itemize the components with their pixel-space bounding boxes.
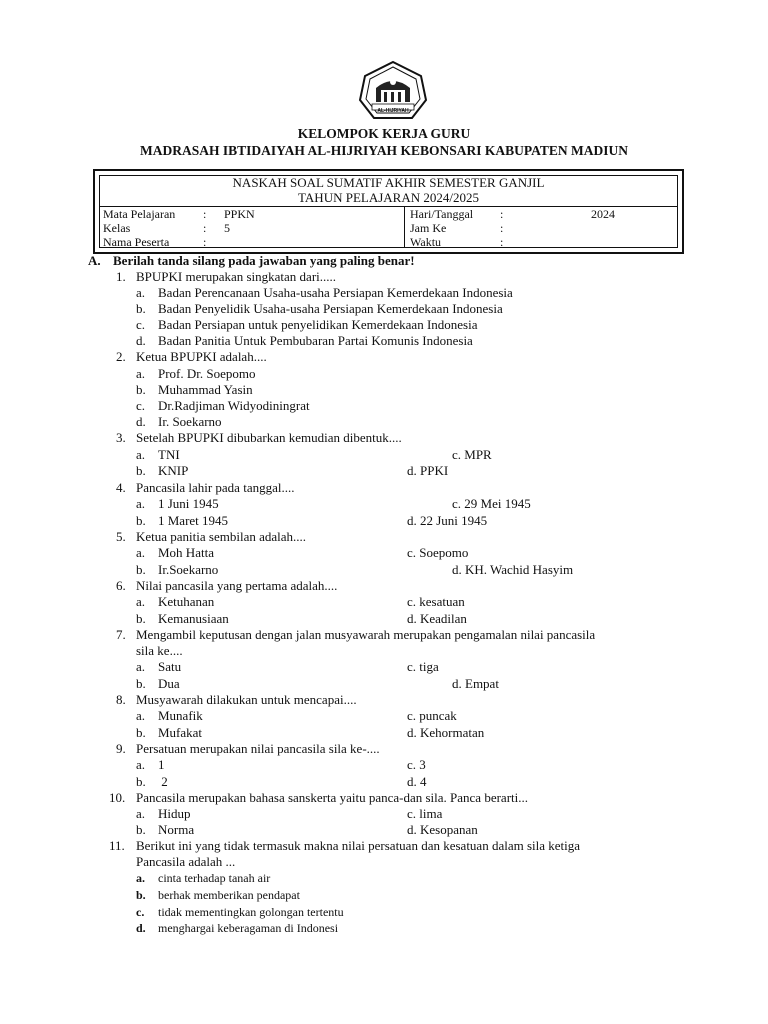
header-line-1: KELOMPOK KERJA GURU (297, 126, 471, 141)
q10-option-a-letter: a. (136, 806, 146, 821)
q11-option-d-letter: d. (136, 921, 146, 935)
exam-title: NASKAH SOAL SUMATIF AKHIR SEMESTER GANJIL (232, 175, 545, 190)
question-2-number: 2. (116, 349, 126, 364)
exam-info-inner (99, 175, 678, 248)
q11-option-d[interactable]: menghargai keberagaman di Indonesi (158, 921, 339, 935)
q1-option-b[interactable]: Badan Penyelidik Usaha-usaha Persiapan Kemerdekaan Indonesia (158, 301, 503, 316)
q8-option-a[interactable]: Munafik (158, 708, 203, 723)
q2-option-c[interactable]: Dr.Radjiman Widyodiningrat (158, 398, 310, 413)
q1-option-d-letter: d. (136, 333, 146, 348)
q3-option-a-letter: a. (136, 447, 146, 462)
info-sep-time: : (500, 235, 504, 249)
q2-option-d-letter: d. (136, 414, 146, 429)
q1-option-c[interactable]: Badan Persiapan untuk penyelidikan Kemerdekaan Indonesia (158, 317, 478, 332)
q3-option-a[interactable]: TNI (158, 447, 180, 462)
q5-option-c[interactable]: c. Soepomo (407, 545, 469, 560)
info-value-subject: PPKN (224, 207, 255, 221)
q7-option-b-letter: b. (136, 676, 146, 691)
q2-option-b-letter: b. (136, 382, 146, 397)
q10-option-b-letter: b. (136, 822, 146, 837)
q8-option-b-letter: b. (136, 725, 146, 740)
question-5-number: 5. (116, 529, 126, 544)
info-label-time: Waktu (410, 235, 442, 249)
info-value-class: 5 (224, 221, 230, 235)
q10-option-c[interactable]: c. lima (407, 806, 443, 821)
question-8-number: 8. (116, 692, 126, 707)
q8-option-c[interactable]: c. puncak (407, 708, 457, 723)
q3-option-b[interactable]: KNIP (158, 463, 189, 478)
question-1-text: BPUPKI merupakan singkatan dari..... (136, 269, 337, 284)
exam-info-heading (100, 176, 677, 207)
question-10-number: 10. (109, 790, 126, 805)
q6-option-d[interactable]: d. Keadilan (407, 611, 467, 626)
q3-option-c[interactable]: c. MPR (452, 447, 492, 462)
q7-option-a[interactable]: Satu (158, 659, 182, 674)
question-6-number: 6. (116, 578, 126, 593)
q5-option-a[interactable]: Moh Hatta (158, 545, 214, 560)
exam-info-box (93, 169, 684, 254)
q2-option-b[interactable]: Muhammad Yasin (158, 382, 253, 397)
q6-option-a-letter: a. (136, 594, 146, 609)
q4-option-a-letter: a. (136, 496, 146, 511)
q10-option-b[interactable]: Norma (158, 822, 195, 837)
logo-caption: AL-HIJRIYAH (377, 108, 409, 114)
q2-option-a-letter: a. (136, 366, 146, 381)
q3-option-d[interactable]: d. PPKI (407, 463, 449, 478)
question-9-text: Persatuan merupakan nilai pancasila sila ke-.... (136, 741, 380, 756)
exam-year: TAHUN PELAJARAN 2024/2025 (298, 189, 479, 205)
question-7-number: 7. (116, 627, 126, 642)
question-3-text: Setelah BPUPKI dibubarkan kemudian dibentuk.... (136, 430, 402, 445)
q11-option-b-letter: b. (136, 888, 146, 902)
q5-option-a-letter: a. (136, 545, 146, 560)
question-1-number: 1. (116, 269, 126, 284)
q6-option-b-letter: b. (136, 611, 146, 626)
question-11-number: 11. (109, 838, 125, 853)
section-title: Berilah tanda silang pada jawaban yang paling benar! (113, 253, 415, 268)
q1-option-a-letter: a. (136, 285, 146, 300)
info-sep-class: : (203, 221, 207, 235)
q9-option-a-letter: a. (136, 757, 146, 772)
q2-option-c-letter: c. (136, 398, 146, 413)
q1-option-b-letter: b. (136, 301, 146, 316)
q11-option-b[interactable]: berhak memberikan pendapat (158, 888, 300, 902)
q4-option-a[interactable]: 1 Juni 1945 (158, 496, 219, 511)
q1-option-c-letter: c. (136, 317, 146, 332)
question-5-text: Ketua panitia sembilan adalah.... (136, 529, 307, 544)
info-sep-subject: : (203, 207, 207, 221)
q9-option-d[interactable]: d. 4 (407, 774, 427, 789)
q7-option-c[interactable]: c. tiga (407, 659, 439, 674)
q10-option-a[interactable]: Hidup (158, 806, 191, 821)
question-7-text-cont: sila ke.... (136, 643, 183, 658)
q9-option-a[interactable]: 1 (158, 757, 165, 772)
q11-option-c-letter: c. (136, 905, 145, 919)
q4-option-b-letter: b. (136, 513, 146, 528)
info-label-date: Hari/Tanggal (410, 207, 474, 221)
q7-option-b[interactable]: Dua (158, 676, 180, 691)
question-4-text: Pancasila lahir pada tanggal.... (136, 480, 295, 495)
question-6-text: Nilai pancasila yang pertama adalah.... (136, 578, 338, 593)
question-4-number: 4. (116, 480, 126, 495)
header-line-2: MADRASAH IBTIDAIYAH AL-HIJRIYAH KEBONSARI KABUPATEN MADIUN (140, 143, 628, 158)
info-value-date: 2024 (591, 207, 615, 221)
q9-option-c[interactable]: c. 3 (407, 757, 426, 772)
question-10-text: Pancasila merupakan bahasa sanskerta yaitu panca-dan sila. Panca berarti... (136, 790, 528, 805)
q2-option-d[interactable]: Ir. Soekarno (158, 414, 222, 429)
q11-option-c[interactable]: tidak mementingkan golongan tertentu (158, 905, 344, 919)
info-label-subject: Mata Pelajaran (103, 207, 176, 221)
q9-option-b-letter: b. (136, 774, 146, 789)
q1-option-a[interactable]: Badan Perencanaan Usaha-usaha Persiapan Kemerdekaan Indonesia (158, 285, 513, 300)
q5-option-b[interactable]: Ir.Soekarno (158, 562, 219, 577)
question-2-text: Ketua BPUPKI adalah.... (136, 349, 267, 364)
q7-option-a-letter: a. (136, 659, 146, 674)
question-3-number: 3. (116, 430, 126, 445)
q6-option-b[interactable]: Kemanusiaan (158, 611, 229, 626)
question-8-text: Musyawarah dilakukan untuk mencapai.... (136, 692, 357, 707)
q5-option-d[interactable]: d. KH. Wachid Hasyim (452, 562, 574, 577)
q8-option-b[interactable]: Mufakat (158, 725, 203, 740)
q4-option-d[interactable]: d. 22 Juni 1945 (407, 513, 488, 528)
section-letter: A. (88, 253, 101, 268)
info-sep-date: : (500, 207, 504, 221)
q11-option-a-letter: a. (136, 871, 145, 885)
q10-option-d[interactable]: d. Kesopanan (407, 822, 478, 837)
q2-option-a[interactable]: Prof. Dr. Soepomo (158, 366, 256, 381)
q6-option-c[interactable]: c. kesatuan (407, 594, 465, 609)
box-divider (404, 206, 405, 247)
q7-option-d[interactable]: d. Empat (452, 676, 499, 691)
question-7-text: Mengambil keputusan dengan jalan musyawarah merupakan pengamalan nilai pancasila (136, 627, 596, 642)
q6-option-a[interactable]: Ketuhanan (158, 594, 215, 609)
info-sep-period: : (500, 221, 504, 235)
q4-option-c[interactable]: c. 29 Mei 1945 (452, 496, 531, 511)
q9-option-b[interactable]: 2 (158, 774, 168, 789)
q3-option-b-letter: b. (136, 463, 146, 478)
q4-option-b[interactable]: 1 Maret 1945 (158, 513, 229, 528)
info-label-class: Kelas (103, 221, 131, 235)
question-11-text: Berikut ini yang tidak termasuk makna nilai persatuan dan kesatuan dalam sila ketiga (136, 838, 581, 853)
q8-option-a-letter: a. (136, 708, 146, 723)
q8-option-d[interactable]: d. Kehormatan (407, 725, 485, 740)
question-9-number: 9. (116, 741, 126, 756)
info-label-name: Nama Peserta (103, 235, 170, 249)
q5-option-b-letter: b. (136, 562, 146, 577)
q11-option-a[interactable]: cinta terhadap tanah air (158, 871, 271, 885)
info-sep-name: : (203, 235, 207, 249)
info-label-period: Jam Ke (410, 221, 447, 235)
q1-option-d[interactable]: Badan Panitia Untuk Pembubaran Partai Komunis Indonesia (158, 333, 473, 348)
question-11-text-cont: Pancasila adalah ... (136, 854, 236, 869)
